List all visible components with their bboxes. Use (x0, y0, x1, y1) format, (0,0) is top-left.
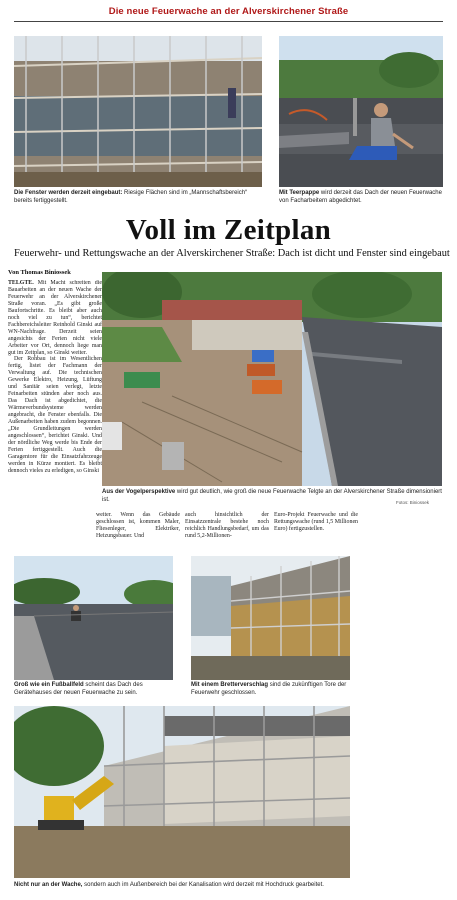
article-column-2: weiter. Wenn das Gebäude geschlossen ist, kommen Maler, Fliesenleger, Elektriker, Heizungsbauer. Und (96, 512, 180, 539)
article-headline: Voll im Zeitplan (125, 214, 332, 246)
article-subhead: Feuerwehr- und Rettungswache an der Alverskirchener Straße: Dach ist dicht und Fenster sind eingebaut (14, 248, 450, 259)
dateline: TELGTE. (8, 280, 34, 286)
caption-bottom: Nicht nur an der Wache, sondern auch im Außenbereich bei der Kanalisation wird derzeit mit Hochdruck gearbeitet. (14, 882, 324, 888)
caption-aerial: Aus der Vogelperspektive wird gut deutlich, wie groß die neue Feuerwache Telgte an der Alverskirchener Straße dimensioniert ist. (102, 489, 442, 503)
article-column-4: Euro-Projekt Feuerwache und die Rettungswache (rund 1,5 Millionen Euro) fertigzustellen. (274, 512, 358, 532)
photo-excavator (14, 706, 350, 878)
header-rule (14, 21, 443, 22)
article-column-3: auch hinsichtlich der Einsatzzentrale bestehe noch reichlich Handlungsbedarf, um das rund 5,2-Millionen- (185, 512, 269, 539)
caption-windows: Die Fenster werden derzeit eingebaut: Riesige Flächen sind im „Mannschaftsbereich“ bereits fertiggestellt. (14, 190, 248, 204)
article-byline: Von Thomas Biniossek (8, 269, 71, 276)
article-column-1-end (8, 506, 102, 541)
photo-board-fence (191, 556, 350, 680)
caption-football: Groß wie ein Fußballfeld scheint das Dach des Gerätehauses der neuen Feuerwache zu sein. (14, 682, 143, 696)
photo-windows-scaffolding (14, 36, 262, 187)
photo-credit: Fotos: Biniossek (396, 500, 430, 505)
photo-aerial (102, 272, 442, 486)
page-header: Die neue Feuerwache an der Alverskirchener Straße (108, 6, 349, 17)
caption-roof: Mit Teerpappe wird derzeit das Dach der neuen Feuerwache von Facharbeitern abgedichtet. (279, 190, 442, 204)
photo-flat-roof (14, 556, 173, 680)
article-column-1: TELGTE. Mit Macht schreiten die Bauarbeiten an der neuen Wache der Feuerwehr an der Alverskirchener Straße voran. „Es gibt große Baufortschritte. Es bleibt aber auch noch viel zu tun“, berichtet Fachbereichsleiter Reinhold Ginski auf WN-Nachfrage. Derzeit seien angesichts der Ferien nicht viele Arbeiter vor Ort, dennoch liege man gut im Zeitplan, so Ginski weiter. Der Rohbau ist im Wesentlichen fertig, listet der Fachmann der Verwaltung auf. Die technischen Gewerke Elektro, Heizung, Lüftung und Sanitär seien verlegt, letzte Feinarbeiten stünden aber noch aus. Das Dach ist abgedichtet, die Wärmeverbundsysteme werden angebracht, die Fenster ebenfalls. Die Außenarbeiten haben zudem begonnen. „Die Grundleitungen werden angeschlossen“, berichtet Ginski. Und der nördliche Weg werde bis Ende der Ferien fertiggestellt. Auch die Garagentore für die Einsatzfahrzeuge werden in Kürze montiert. Es bleibt dennoch vieles zu erledigen, so Ginski (8, 280, 102, 474)
caption-board: Mit einem Bretterverschlag sind die zukünftigen Tore der Feuerwehr geschlossen. (191, 682, 347, 696)
photo-roofer (279, 36, 443, 187)
